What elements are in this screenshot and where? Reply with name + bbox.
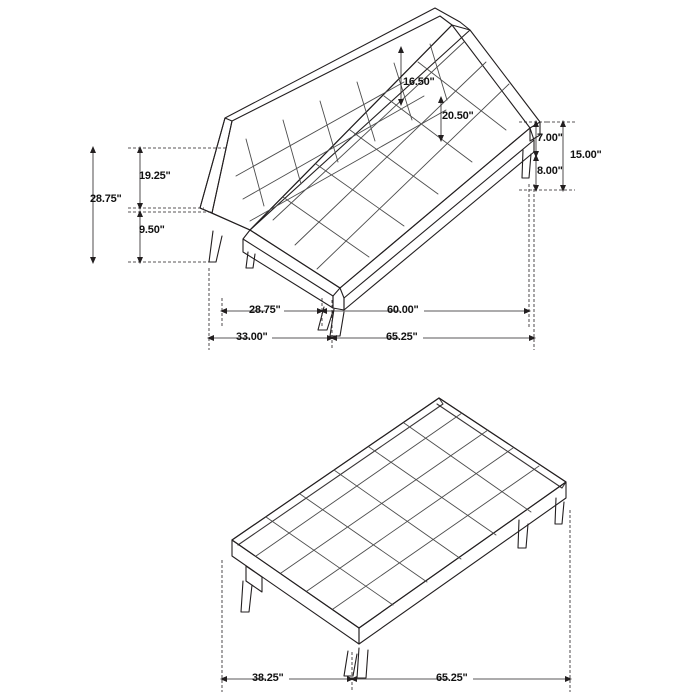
bed-flat-view xyxy=(232,398,566,678)
dim-label-28-75-depth: 28.75" xyxy=(249,304,281,316)
bed-side-right xyxy=(359,482,566,644)
bed-tufting-grid xyxy=(256,413,539,609)
dim-label-7-00: 7.00" xyxy=(537,132,563,144)
dim-label-60-00: 60.00" xyxy=(387,304,419,316)
sofa-seat xyxy=(243,25,534,298)
backrest-tufting-grid xyxy=(236,44,447,221)
bed-rear-band-right xyxy=(437,398,566,488)
bed-dimension-lines xyxy=(220,510,572,692)
dim-label-65-25: 65.25" xyxy=(386,331,418,343)
sofa-frame-front xyxy=(243,140,534,310)
bed-side-flap xyxy=(246,566,262,592)
dim-label-65-25-bed: 65.25" xyxy=(436,672,468,684)
dim-label-33-00: 33.00" xyxy=(236,331,268,343)
dim-label-38-25: 38.25" xyxy=(252,672,284,684)
dim-label-20-50: 20.50" xyxy=(442,110,474,122)
sofa-upright-view xyxy=(200,8,540,336)
dim-label-15-00: 15.00" xyxy=(570,149,602,161)
dim-label-16-50: 16.50" xyxy=(403,76,435,88)
dim-label-19-25: 19.25" xyxy=(139,170,171,182)
dim-label-8-00: 8.00" xyxy=(537,165,563,177)
bed-rear-band xyxy=(232,398,443,545)
seat-tufting-grid xyxy=(273,42,509,269)
dim-label-28-75-height: 28.75" xyxy=(90,193,122,205)
bed-top-surface xyxy=(232,398,566,628)
dim-label-9-50: 9.50" xyxy=(139,224,165,236)
